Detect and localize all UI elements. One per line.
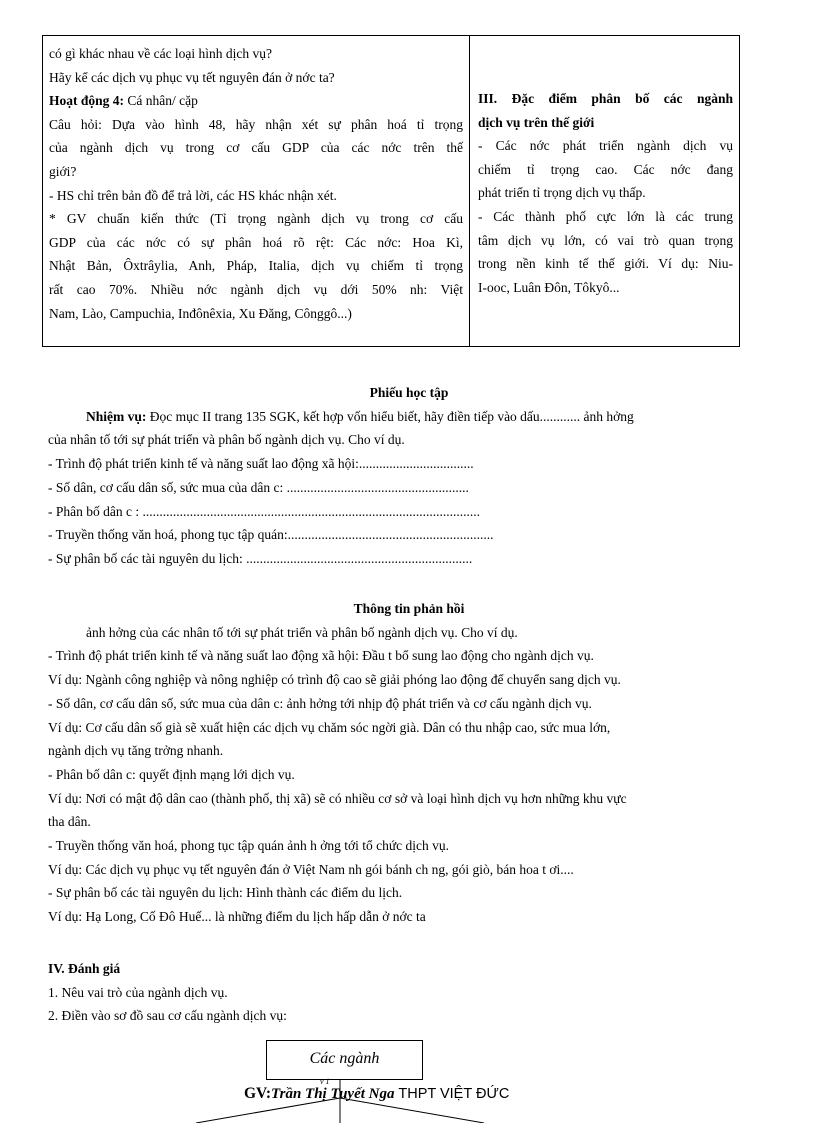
footer-gv-label: GV: [244, 1085, 271, 1102]
text-line: Nhật Bản, Ôxtrâylia, Anh, Pháp, Italia, dịch vụ chiếm tỉ trọng [49, 258, 463, 274]
text-line: tâm dịch vụ lớn, có vai trò quan trọng [478, 232, 733, 248]
text-line: * GV chuẩn kiến thức (Tỉ trọng ngành dịch vụ trong cơ cấu [49, 211, 463, 227]
assessment-item: 2. Điền vào sơ đồ sau cơ cấu ngành dịch vụ: [48, 1008, 287, 1024]
diagram-root-label: Các ngành [309, 1050, 380, 1067]
footer-school: THPT VIỆT ĐỨC [398, 1086, 510, 1102]
footer-teacher-name: Trần Thị Tuyết Nga [271, 1086, 395, 1102]
task-text: Đọc mục II trang 135 SGK, kết hợp vốn hiểu biết, hãy điền tiếp vào dấu............ ảnh hởng [146, 408, 634, 424]
feedback-line: Ví dụ: Nơi có mật độ dân cao (thành phố, thị xã) sẽ có nhiều cơ sở và loại hình dịch vụ hơn những khu vực [48, 790, 627, 806]
text-line: - Các nớc phát triển ngành dịch vụ [478, 138, 733, 154]
activity-heading [49, 89, 463, 113]
feedback-line: Ví dụ: Các dịch vụ phục vụ tết nguyên đán ở Việt Nam nh gói bánh ch ng, gói giò, bán hoa t ơi.... [48, 861, 574, 877]
text-line: rất cao 70%. Nhiều nớc ngành dịch vụ dới 50% nh: Việt [49, 281, 463, 297]
text-line: GDP của các nớc có sự phân hoá rõ rệt: Các nớc: Hoa Kì, [49, 234, 463, 250]
feedback-line: Ví dụ: Cơ cấu dân số già sẽ xuất hiện các dịch vụ chăm sóc ngời già. Dân có thu nhập cao, sức mua lớn, [48, 719, 611, 735]
text-line: - HS chỉ trên bản đồ để trả lời, các HS khác nhận xét. [49, 187, 337, 203]
feedback-line: ngành dịch vụ tăng trởng nhanh. [48, 743, 224, 759]
feedback-line: - Sự phân bố các tài nguyên du lịch: Hình thành các điểm du lịch. [48, 885, 403, 901]
feedback-title: Thông tin phản hồi [353, 601, 465, 616]
assessment-title: IV. Đánh giá [48, 961, 121, 976]
section-heading: III. Đặc điểm phân bố các ngành [478, 91, 733, 106]
diagram-root-sublabel: v 1 [320, 1077, 330, 1086]
task-line [48, 405, 770, 429]
feedback-line: - Trình độ phát triển kinh tế và năng suất lao động xã hội: Đầu t bổ sung lao động cho ngành dịch vụ. [48, 648, 594, 664]
feedback-line: - Số dân, cơ cấu dân số, sức mua của dân c: ảnh hởng tới nhịp độ phát triển và cơ cấu ngành dịch vụ. [48, 695, 592, 711]
worksheet-item: - Truyền thống văn hoá, phong tục tập quán:............................................................. [48, 527, 494, 543]
text-line: I-ooc, Luân Đôn, Tôkyô... [478, 279, 620, 295]
text-line: của nhân tố tới sự phát triển và phân bố ngành dịch vụ. Cho ví dụ. [48, 432, 405, 448]
text-line: Hãy kể các dịch vụ phục vụ tết nguyên đán ở nớc ta? [49, 69, 335, 85]
assessment-item: 1. Nêu vai trò của ngành dịch vụ. [48, 984, 228, 1000]
task-label: Nhiệm vụ: [86, 408, 147, 424]
text-line: chiếm tỉ trọng cao. Các nớc đang [478, 161, 733, 177]
feedback-line: tha dân. [48, 814, 91, 830]
lesson-table [42, 35, 740, 347]
page-footer [244, 1085, 509, 1103]
assessment-section [48, 957, 770, 1028]
section-heading: dịch vụ trên thế giới [478, 114, 595, 130]
worksheet-item: - Trình độ phát triển kinh tế và năng suất lao động xã hội:.................................. [48, 456, 474, 472]
worksheet-title: Phiếu học tập [369, 385, 449, 400]
text-line: Câu hỏi: Dựa vào hình 48, hãy nhận xét sự phân hoá tỉ trọng [49, 116, 463, 132]
text-line: Nam, Lào, Campuchia, Inđônêxia, Xu Đăng, Cônggô...) [49, 305, 352, 321]
feedback-line: Ví dụ: Hạ Long, Cố Đô Huế... là những điểm du lịch hấp dẫn ở nớc ta [48, 909, 426, 925]
feedback-intro: ảnh hởng của các nhân tố tới sự phát triển và phân bố ngành dịch vụ. Cho ví dụ. [86, 624, 518, 640]
text-line: - Các thành phố cực lớn là các trung [478, 208, 733, 224]
feedback-line: - Truyền thống văn hoá, phong tục tập quán ảnh h ởng tới tổ chức dịch vụ. [48, 838, 450, 854]
text-line: phát triển tỉ trọng dịch vụ thấp. [478, 185, 646, 201]
text-line: trong nền kinh tế thế giới. Ví dụ: Niu- [478, 256, 733, 272]
worksheet-item: - Số dân, cơ cấu dân số, sức mua của dân c: ...................................................... [48, 479, 469, 495]
feedback-line: - Phân bố dân c: quyết định mạng lới dịch vụ. [48, 766, 295, 782]
activity-title: Hoạt động 4: [49, 93, 125, 109]
text-line: có gì khác nhau về các loại hình dịch vụ? [49, 46, 273, 61]
worksheet-item: - Phân bố dân c : .................................................................................................... [48, 503, 480, 519]
feedback-section [48, 597, 770, 929]
table-left-column [43, 36, 470, 346]
worksheet-section [48, 381, 770, 571]
diagram-root-box [266, 1040, 423, 1080]
text-line: giới? [49, 163, 77, 179]
feedback-line: Ví dụ: Ngành công nghiệp và nông nghiệp có trình độ cao sẽ giải phóng lao động để chuyển sang dịch vụ. [48, 672, 621, 688]
worksheet-item: - Sự phân bố các tài nguyên du lịch: ................................................................... [48, 550, 473, 566]
text-line: của ngành dịch vụ trong cơ cấu GDP của các nớc trên thế [49, 140, 463, 156]
activity-mode: Cá nhân/ cặp [124, 93, 198, 109]
table-right-column [470, 36, 739, 346]
